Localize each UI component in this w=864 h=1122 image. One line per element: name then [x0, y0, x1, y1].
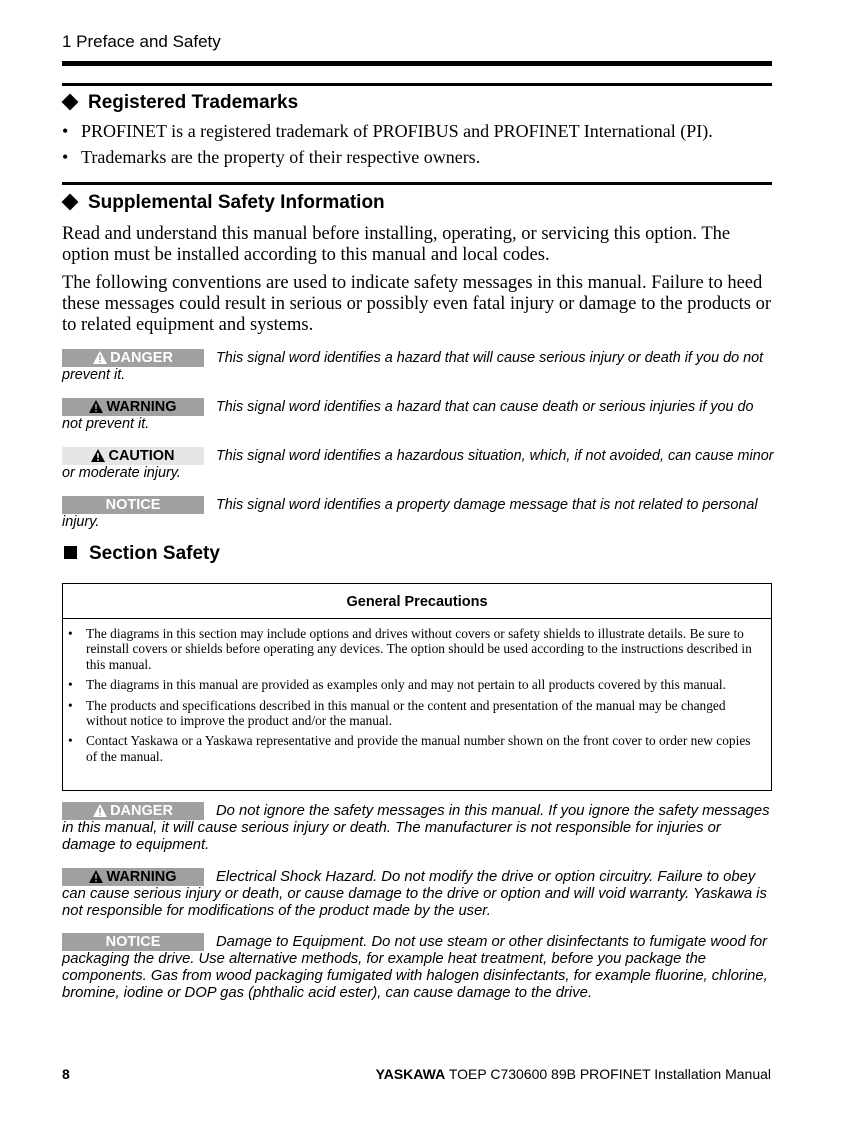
signal-definition-danger: DANGER This signal word identifies a hazard that will cause serious injury or death if you do not prevent it.	[62, 350, 764, 383]
safety-message-notice: NOTICE Damage to Equipment. Do not use steam or other disinfectants to fumigate wood for packaging the drive. Use alternative methods, for example heat treatment, before you package the components. Gas from wood packaging fumigated with halogen disinfectants, for example fluorine, chlorine, bromine, iodine or DOP gas (phthalic acid ester), can cause damage to the drive.	[62, 934, 768, 1001]
warning-badge: WARNING	[62, 398, 204, 416]
list-item: • The diagrams in this section may include options and drives without covers or safety shields to illustrate details. Be sure to reinstall covers or shields before operating any devices. The option should be used according to the instructions described in this manual.	[68, 626, 752, 672]
precautions-list	[63, 626, 763, 769]
list-item: • The products and specifications described in this manual or the content and presentation of the manual may be changed without notice to improve the product and/or the manual.	[68, 697, 726, 729]
general-precautions-box	[62, 583, 772, 791]
page-number: 8	[62, 1066, 70, 1082]
chapter-header: 1 Preface and Safety	[62, 32, 221, 51]
caution-badge: CAUTION	[62, 447, 204, 465]
warning-badge: WARNING	[62, 868, 204, 886]
safety-message-danger: DANGER Do not ignore the safety messages in this manual. If you ignore the safety messages in this manual, it will cause serious injury or death. The manufacturer is not responsible for injuries or damage to equipment.	[62, 803, 770, 853]
notice-badge: NOTICE	[62, 933, 204, 951]
trademark-item: • Trademarks are the property of their respective owners.	[62, 147, 481, 167]
footer-doc-title: YASKAWA TOEP C730600 89B PROFINET Installation Manual	[375, 1066, 771, 1082]
header-rule	[62, 61, 772, 66]
warning-triangle-icon	[93, 804, 107, 817]
diamond-bullet-icon	[62, 193, 79, 210]
square-bullet-icon	[64, 546, 77, 559]
signal-definition-warning: WARNING This signal word identifies a hazard that can cause death or serious injuries if you do not prevent it.	[62, 399, 754, 432]
signal-definition-notice: NOTICE This signal word identifies a property damage message that is not related to personal injury.	[62, 497, 758, 530]
danger-badge: DANGER	[62, 349, 204, 367]
diamond-bullet-icon	[62, 93, 79, 110]
footer-brand: YASKAWA	[375, 1066, 446, 1082]
trademark-item: • PROFINET is a registered trademark of PROFIBUS and PROFINET International (PI).	[62, 121, 713, 141]
danger-badge: DANGER	[62, 802, 204, 820]
list-item: • The diagrams in this manual are provided as examples only and may not pertain to all products covered by this manual.	[68, 677, 726, 693]
supplemental-heading: Supplemental Safety Information	[62, 192, 385, 214]
safety-message-warning: WARNING Electrical Shock Hazard. Do not modify the drive or option circuitry. Failure to obey can cause serious injury or death, or cause damage to the drive or option and will void warranty. Yaskawa is not responsible for modifications of the product made by the user.	[62, 869, 767, 919]
supplemental-paragraph: The following conventions are used to indicate safety messages in this manual. Failure to heed these messages could result in serious or possibly even fatal injury or damage to the products or to related equipment and systems.	[62, 273, 771, 335]
warning-triangle-icon	[93, 351, 107, 364]
general-precautions-title: General Precautions	[63, 584, 771, 619]
section-safety-heading: Section Safety	[62, 543, 220, 565]
trademarks-heading: Registered Trademarks	[62, 92, 298, 114]
warning-triangle-icon	[89, 400, 103, 413]
signal-definition-caution: CAUTION This signal word identifies a hazardous situation, which, if not avoided, can cause minor or moderate injury.	[62, 448, 774, 481]
section-rule	[62, 83, 772, 86]
warning-triangle-icon	[91, 449, 105, 462]
supplemental-paragraph: Read and understand this manual before installing, operating, or servicing this option. The option must be installed according to this manual and local codes.	[62, 224, 731, 265]
notice-badge: NOTICE	[62, 496, 204, 514]
warning-triangle-icon	[89, 870, 103, 883]
section-rule	[62, 182, 772, 185]
list-item: • Contact Yaskawa or a Yaskawa representative and provide the manual number shown on the front cover to order new copies of the manual.	[68, 733, 751, 764]
